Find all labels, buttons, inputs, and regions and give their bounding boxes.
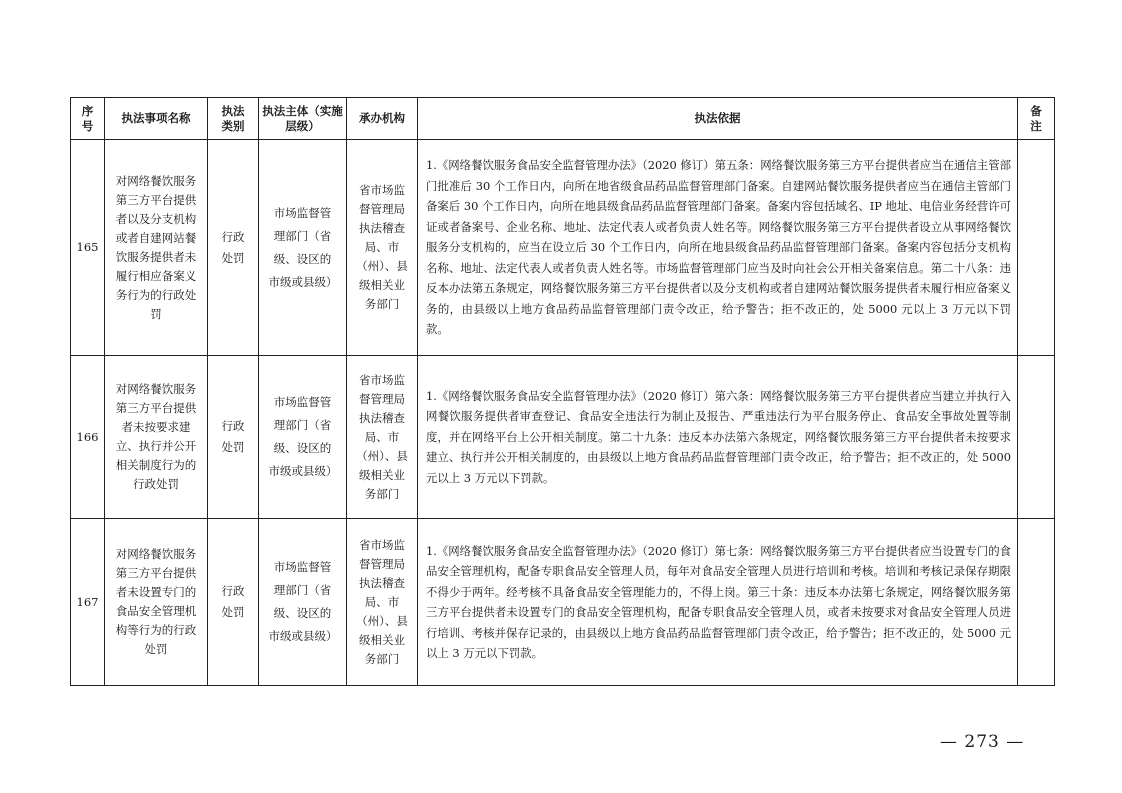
header-basis: 执法依据	[418, 98, 1018, 140]
row-subject: 市场监督管理部门（省级、设区的市级或县级）	[259, 140, 347, 356]
table-row	[71, 519, 1055, 686]
row-category: 行政处罚	[208, 140, 259, 356]
header-seq: 序号	[71, 98, 105, 140]
row-org: 省市场监督管理局执法稽查局、市（州）、县级相关业务部门	[347, 356, 418, 519]
row-basis: 1.《网络餐饮服务食品安全监督管理办法》（2020 修订）第五条：网络餐饮服务第三方平台提供者应当在通信主管部门批准后 30 个工作日内，向所在地省级食品药品监督管理部门备案。自建网站餐饮服务提供者应当在通信主管部门备案后 30 个工作日内，向所在地县级食品药品监督管理部门备案。备案内容包括域名、IP 地址、电信业务经营许可证或者备案号、企业名称、地址、法定代表人或者负责人姓名等。网络餐饮服务第三方平台提供者设立从事网络餐饮服务分支机构的，应当在设立后 30 个工作日内，向所在地县级食品药品监督管理部门备案。备案内容包括分支机构名称、地址、法定代表人或者负责人姓名等。市场监督管理部门应当及时向社会公开相关备案信息。第二十八条：违反本办法第五条规定，网络餐饮服务第三方平台提供者以及分支机构或者自建网站餐饮服务提供者未履行相应备案义务的，由县级以上地方食品药品监督管理部门责令改正，给予警告；拒不改正的，处 5000 元以上 3 万元以下罚款。	[418, 140, 1018, 356]
row-seq: 165	[71, 140, 105, 356]
header-org: 承办机构	[347, 98, 418, 140]
row-subject: 市场监督管理部门（省级、设区的市级或县级）	[259, 519, 347, 686]
row-category: 行政处罚	[208, 356, 259, 519]
header-remark: 备注	[1018, 98, 1055, 140]
row-seq: 166	[71, 356, 105, 519]
row-category: 行政处罚	[208, 519, 259, 686]
row-basis: 1.《网络餐饮服务食品安全监督管理办法》（2020 修订）第六条：网络餐饮服务第三方平台提供者应当建立并执行入网餐饮服务提供者审查登记、食品安全违法行为制止及报告、严重违法行为平台服务停止、食品安全事故处置等制度，并在网络平台上公开相关制度。第二十九条：违反本办法第六条规定，网络餐饮服务第三方平台提供者未按要求建立、执行并公开相关制度的，由县级以上地方食品药品监督管理部门责令改正，给予警告；拒不改正的，处 5000 元以上 3 万元以下罚款。	[418, 356, 1018, 519]
row-item-name: 对网络餐饮服务第三方平台提供者以及分支机构或者自建网站餐饮服务提供者未履行相应备案义务行为的行政处罚	[105, 140, 208, 356]
enforcement-table	[70, 97, 1055, 686]
row-remark	[1018, 519, 1055, 686]
table-row	[71, 140, 1055, 356]
header-subject: 执法主体（实施层级）	[259, 98, 347, 140]
table-row	[71, 356, 1055, 519]
row-seq: 167	[71, 519, 105, 686]
page-number: — 273 —	[940, 732, 1025, 752]
header-row	[71, 98, 1055, 140]
header-item-name: 执法事项名称	[105, 98, 208, 140]
row-org: 省市场监督管理局执法稽查局、市（州）、县级相关业务部门	[347, 519, 418, 686]
row-basis: 1.《网络餐饮服务食品安全监督管理办法》（2020 修订）第七条：网络餐饮服务第三方平台提供者应当设置专门的食品安全管理机构，配备专职食品安全管理人员，每年对食品安全管理人员进行培训和考核。培训和考核记录保存期限不得少于两年。经考核不具备食品安全管理能力的，不得上岗。第三十条：违反本办法第七条规定，网络餐饮服务第三方平台提供者未设置专门的食品安全管理机构，配备专职食品安全管理人员，或者未按要求对食品安全管理人员进行培训、考核并保存记录的，由县级以上地方食品药品监督管理部门责令改正，给予警告；拒不改正的，处 5000 元以上 3 万元以下罚款。	[418, 519, 1018, 686]
row-subject: 市场监督管理部门（省级、设区的市级或县级）	[259, 356, 347, 519]
row-item-name: 对网络餐饮服务第三方平台提供者未按要求建立、执行并公开相关制度行为的行政处罚	[105, 356, 208, 519]
row-item-name: 对网络餐饮服务第三方平台提供者未设置专门的食品安全管理机构等行为的行政处罚	[105, 519, 208, 686]
header-category: 执法类别	[208, 98, 259, 140]
row-org: 省市场监督管理局执法稽查局、市（州）、县级相关业务部门	[347, 140, 418, 356]
row-remark	[1018, 356, 1055, 519]
row-remark	[1018, 140, 1055, 356]
